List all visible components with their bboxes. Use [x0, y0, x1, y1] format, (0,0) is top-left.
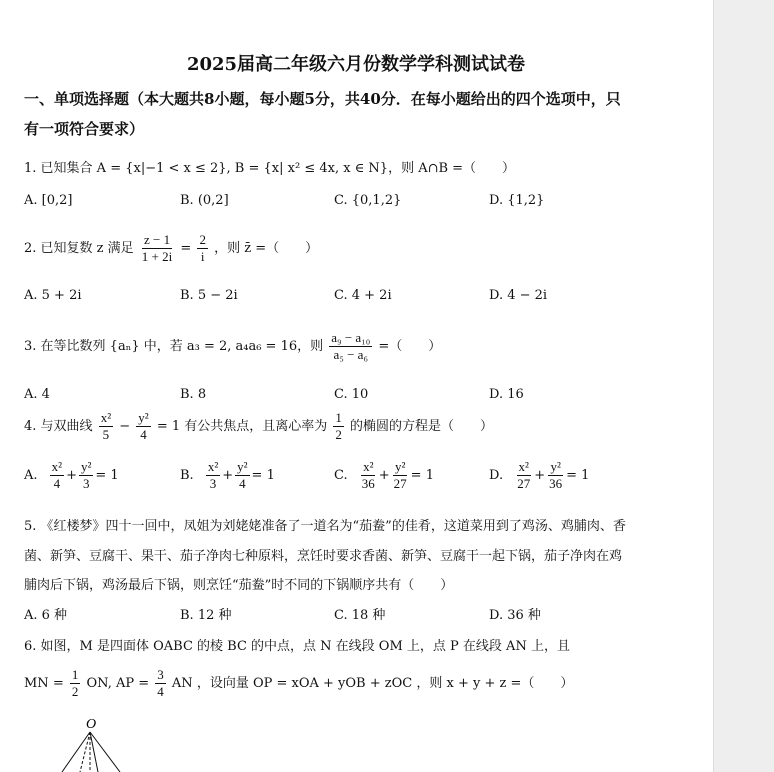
q5-option-d: D. 36 种: [489, 608, 541, 623]
q5-option-c: C. 18 种: [334, 608, 386, 623]
q2-frac1-den: 1 + 2i: [141, 249, 173, 264]
q2-option-b: B. 5 − 2i: [180, 288, 238, 303]
q4-h-den2: 4: [140, 427, 147, 442]
q4-suffix: 的椭圆的方程是（ ）: [350, 419, 494, 434]
q2-frac1-num: z − 1: [143, 232, 171, 247]
q3-prefix: 3. 在等比数列 {aₙ} 中，若 a₃ = 2, a₄a₆ = 16，则: [24, 339, 324, 354]
q1-option-c: C. {0,1,2}: [334, 193, 402, 208]
q4-option-b: B. $\frac{\text{x²}}{3}$ + $\frac{\text{y²}}{4}$ = 1: [180, 459, 275, 491]
question-4-text: [24, 410, 493, 443]
q3-frac-num: a₉ − a₁₀: [331, 330, 371, 345]
q4-h-num1: x²: [100, 410, 112, 425]
q1-option-d: D. {1,2}: [489, 193, 545, 208]
q4-option-d: D. $\frac{\text{x²}}{27}$ + $\frac{\text{y²}}{36}$ = 1: [489, 459, 590, 491]
q3-option-d: D. 16: [489, 387, 524, 402]
q5-option-a: A. 6 种: [24, 608, 68, 623]
q4-h-den1: 5: [102, 427, 110, 442]
q2-suffix: ，则 z̄ =（ ）: [214, 241, 319, 256]
q2-equals: =: [180, 241, 192, 256]
figure-label-o: O: [86, 717, 97, 732]
section-heading-line1: 一、单项选择题（本大题共8小题，每小题5分，共40分．在每小题给出的四个选项中，只: [24, 90, 621, 108]
q2-option-a: A. 5 + 2i: [24, 288, 82, 303]
q2-frac2-den: i: [200, 249, 205, 264]
exam-title: 2025届高二年级六月份数学学科测试试卷: [186, 54, 526, 75]
q6-suffix: AN ，设向量 OP = xOA + yOB + zOC ，则 x + y + z =（ ）: [171, 676, 574, 691]
q1-option-a: A. [0,2]: [24, 193, 73, 208]
section-heading-line2: 有一项符合要求）: [24, 120, 145, 138]
q2-fraction-2: [197, 232, 208, 265]
q3-frac-den: a₅ − a₆: [333, 347, 368, 362]
q3-option-a: A. 4: [24, 387, 50, 402]
q6-frac-2: $\frac{3}{4}$: [157, 667, 164, 699]
q5-option-b: B. 12 种: [180, 608, 232, 623]
question-5-line1: 5. 《红楼梦》四十一回中，凤姐为刘姥姥准备了一道名为“茄鲞”的佳肴，这道菜用到了鸡汤、鸡脯肉、香: [24, 519, 626, 534]
q4-e-num: 1: [335, 410, 342, 425]
q3-suffix: =（ ）: [378, 339, 442, 354]
q3-fraction: [329, 330, 372, 363]
q4-option-a: A. $\frac{\text{x²}}{4}$ + $\frac{\text{y²}}{3}$ = 1: [24, 459, 119, 491]
question-6-line1: 6. 如图，M 是四面体 OABC 的棱 BC 的中点，点 N 在线段 OM 上，点 P 在线段 AN 上，且: [24, 639, 570, 654]
q4-hyperbola-frac-2: [136, 410, 150, 443]
q2-frac2-num: 2: [199, 232, 206, 247]
q6-mn: MN =: [24, 676, 64, 691]
question-5-line2: 菌、新笋、豆腐干、果干、茄子净肉七种原料，烹饪时要求香菌、新笋、豆腐干一起下锅，茄子净肉在鸡: [24, 549, 623, 564]
q6-mid: ON, AP =: [86, 676, 150, 691]
question-3-text: [24, 330, 441, 363]
q2-fraction-1: [140, 232, 174, 265]
q4-option-c: C. $\frac{\text{x²}}{36}$ + $\frac{\text{y²}}{27}$ = 1: [334, 459, 434, 491]
q4-eccentricity-frac: [333, 410, 344, 443]
q4-minus: −: [119, 419, 131, 434]
q4-e-den: 2: [335, 427, 342, 442]
q4-prefix: 4. 与双曲线: [24, 419, 93, 434]
viewer-sidebar: [713, 0, 774, 772]
q1-option-b: B. (0,2]: [180, 193, 229, 208]
question-2-text: [24, 232, 318, 265]
question-6-line2: [24, 667, 573, 700]
tetrahedron-figure: [50, 714, 140, 772]
q4-hyperbola-frac-1: [99, 410, 113, 443]
q4-h-num2: y²: [138, 410, 149, 425]
q2-option-c: C. 4 + 2i: [334, 288, 392, 303]
q3-option-b: B. 8: [180, 387, 207, 402]
question-5-line3: 脯肉后下锅，鸡汤最后下锅，则烹饪“茄鲞”时不同的下锅顺序共有（ ）: [24, 578, 454, 593]
q4-eq-text: = 1 有公共焦点，且离心率为: [156, 419, 328, 434]
q3-option-c: C. 10: [334, 387, 369, 402]
q2-option-d: D. 4 − 2i: [489, 288, 548, 303]
q2-prefix: 2. 已知复数 z 满足: [24, 241, 134, 256]
question-1-text: 1. 已知集合 A = {x|−1 < x ≤ 2}, B = {x| x² ≤ 4x, x ∈ N}，则 A∩B =（ ）: [24, 161, 516, 176]
q6-frac-1: $\frac{1}{2}$: [71, 667, 79, 699]
